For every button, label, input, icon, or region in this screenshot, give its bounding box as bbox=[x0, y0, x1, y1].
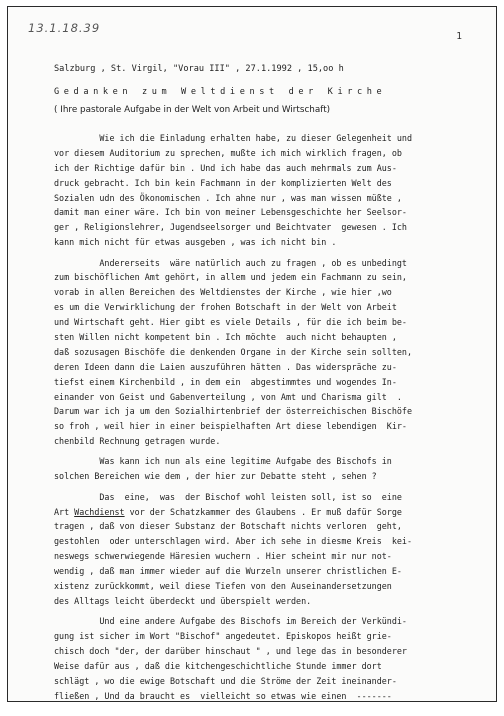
paragraph bbox=[54, 256, 480, 450]
underlined-word: Wachdienst bbox=[74, 506, 125, 517]
text-line: einander von Geist und Gabenverteilung , von Amt und Charisma gilt . bbox=[54, 391, 402, 402]
text-line: solchen Bereichen wie dem , der hier zur Debatte steht , sehen ? bbox=[54, 471, 377, 482]
text-line: Das eine, was der Bischof wohl leisten soll, ist so eine bbox=[54, 491, 402, 502]
page-number: 1 bbox=[456, 31, 462, 42]
text-line: zum bischöflichen Amt gehört, in allem und jedem ein Fachmann zu sein, bbox=[54, 272, 407, 283]
paragraph bbox=[54, 131, 480, 250]
text-line: vor diesem Auditorium zu sprechen, mußte ich mich wirklich fragen, ob bbox=[54, 147, 402, 158]
text-line: fließen , Und da braucht es vielleicht so etwas wie einen ------- bbox=[54, 690, 392, 701]
text-line: Andererseits wäre natürlich auch zu fragen , ob es unbedingt bbox=[54, 257, 407, 268]
text-line: gung ist sicher im Wort "Bischof" angedeutet. Episkopos heißt grie- bbox=[54, 631, 392, 642]
text-line: vorab in allen Bereichen des Weltdienstes der Kirche , wie hier ,wo bbox=[54, 287, 392, 298]
handwritten-archive-number: 13.1.18.39 bbox=[28, 21, 101, 35]
paragraph bbox=[54, 454, 480, 484]
text-line: Und eine andere Aufgabe des Bischofs im Bereich der Verkündi- bbox=[54, 616, 407, 627]
text-line: wendig , daß man immer wieder auf die Wurzeln unserer christlichen E- bbox=[54, 566, 402, 577]
text-line: Was kann ich nun als eine legitime Aufgabe des Bischofs in bbox=[54, 456, 392, 467]
text-line: so froh , weil hier in einer beispielhaften Art diese lebendigen Kir- bbox=[54, 421, 407, 432]
document-page bbox=[7, 6, 497, 702]
text-line: xistenz zurückkommt, weil diese Tiefen von den Auseinandersetzungen bbox=[54, 581, 392, 591]
text-line: Wie ich die Einladung erhalten habe, zu dieser Gelegenheit und bbox=[54, 133, 412, 143]
text-line: ich der Richtige dafür bin . Und ich habe das auch mehrmals zum Aus- bbox=[54, 162, 397, 173]
text-line: tiefst einem Kirchenbild , in dem ein abgestimmtes und wogendes In- bbox=[54, 376, 397, 387]
text-line: gestohlen oder unterschlagen wird. Aber ich sehe in diesme Kreis kei- bbox=[54, 536, 412, 547]
paragraph bbox=[54, 490, 480, 609]
header-line: Salzburg , St. Virgil, "Vorau III" , 27.1.1992 , 15,oo h bbox=[54, 64, 344, 74]
text-line: Sozialen udn des Ökonomischen . Ich ahne nur , was man wissen müßte , bbox=[54, 192, 402, 203]
text-line: ger , Religionslehrer, Jugendseelsorger und Beichtvater gewesen . Ich bbox=[54, 222, 407, 233]
text-line: druck gebracht. Ich bin kein Fachmann in der komplizierten Welt des bbox=[54, 177, 392, 188]
text-line: neswegs schwerwiegende Häresien wuchern . Hier scheint mir nur not- bbox=[54, 551, 392, 562]
text-line: kann mich nicht für etwas ausgeben , was ich nicht bin . bbox=[54, 237, 337, 248]
text-line: damit man einer wäre. Ich bin von meiner Lebensgeschichte her Seelsor- bbox=[54, 207, 407, 218]
text-line: chenbild Rechnung getragen wurde. bbox=[54, 436, 221, 447]
text-line: chisch doch "der, der darüber hinschaut " , und lege das in besonderer bbox=[54, 645, 407, 656]
text-line: deren Ideen dann die Laien auszuführen hätten . Das widerspräche zu- bbox=[54, 361, 397, 372]
text-line: es um die Verwirklichung der frohen Botschaft in der Welt von Arbeit bbox=[54, 302, 397, 313]
text-line: Weise dafür aus , daß die kitchengeschichtliche Stunde immer dort bbox=[54, 660, 382, 671]
text-line: daß sozusagen Bischöfe die denkenden Organe in der Kirche sein sollten, bbox=[54, 346, 412, 357]
text-line: und Wirtschaft geht. Hier gibt es viele Details , für die ich beim be- bbox=[54, 317, 407, 328]
text-line: sten Willen nicht kompetent bin . Ich möchte auch nicht behaupten , bbox=[54, 331, 397, 342]
text-line: schlägt , wo die ewige Botschaft und die Ströme der Zeit ineinander- bbox=[54, 675, 397, 686]
text-line: des Alltags leicht überdeckt und überspielt werden. bbox=[54, 595, 312, 606]
document-title: Gedanken zum Weltdienst der Kirche bbox=[54, 87, 387, 97]
text-line: tragen , daß von dieser Substanz der Botschaft nichts verloren geht, bbox=[54, 521, 402, 532]
text-line: Art Wachdienst vor der Schatzkammer des Glaubens . Er muß dafür Sorge bbox=[54, 506, 402, 517]
document-body bbox=[54, 131, 480, 709]
text-line: Darum war ich ja um den Sozialhirtenbrief der österreichischen Bischöfe bbox=[54, 406, 412, 417]
document-subtitle: ( Ihre pastorale Aufgabe in der Welt von Arbeit und Wirtschaft) bbox=[54, 105, 331, 115]
paragraph bbox=[54, 614, 480, 703]
